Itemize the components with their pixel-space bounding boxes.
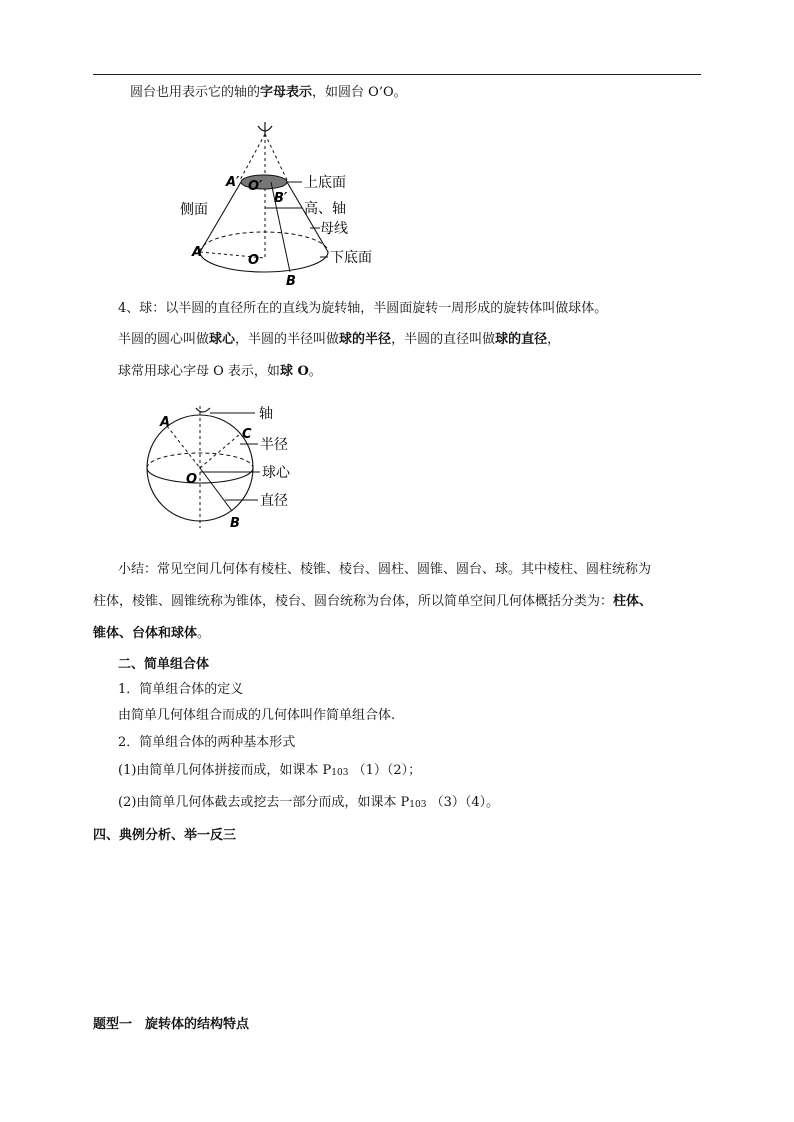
label-bottom-base: 下底面	[330, 250, 372, 266]
sphere-diagram	[140, 398, 310, 534]
diameter-upper	[167, 426, 200, 468]
summary-line-3: 锥体、台体和球体。	[93, 626, 211, 641]
side-line-right	[287, 182, 328, 252]
label-top-base: 上底面	[304, 175, 346, 191]
label-center: 球心	[262, 465, 290, 481]
paragraph-frustum-notation: 圆台也用表示它的轴的字母表示，如圆台 O’O。	[130, 85, 407, 100]
label-side: 侧面	[180, 202, 208, 218]
label-generatrix: 母线	[320, 221, 348, 237]
radius-line	[200, 434, 240, 468]
label-o: O	[186, 472, 198, 487]
bottom-base-back	[200, 232, 328, 252]
bottom-base-front	[200, 252, 328, 272]
summary-line-1: 小结：常见空间几何体有棱柱、棱锥、棱台、圆柱、圆锥、圆台、球。其中棱柱、圆柱统称为	[118, 562, 652, 577]
diameter-lower	[200, 468, 232, 511]
label-o: O	[248, 253, 260, 268]
item-2-heading: 2．简单组合体的两种基本形式	[118, 735, 296, 750]
paragraph-sphere-notation: 球常用球心字母 O 表示，如球 O。	[118, 364, 322, 379]
section-heading-4: 四、典例分析、举一反三	[93, 828, 237, 843]
label-height-axis: 高、轴	[304, 201, 346, 217]
label-diameter: 直径	[260, 493, 288, 509]
form-2: (2)由简单几何体截去或挖去一部分而成，如课本 $P_{103}$ （3）（4）。	[118, 795, 500, 810]
header-rule	[93, 74, 701, 75]
item-1-text: 由简单几何体组合而成的几何体叫作简单组合体.	[118, 708, 396, 723]
label-o-prime: O′	[248, 179, 263, 194]
paragraph-sphere-terms: 半圆的圆心叫做球心，半圆的半径叫做球的半径，半圆的直径叫做球的直径，	[118, 332, 561, 347]
label-axis: 轴	[259, 406, 273, 422]
item-1-heading: 1．简单组合体的定义	[118, 682, 244, 697]
label-b-prime: B′	[274, 191, 288, 206]
label-a: A	[192, 245, 203, 260]
form-1: (1)由简单几何体拼接而成，如课本 $P_{103}$ （1）（2）；	[118, 763, 422, 778]
label-a: A	[160, 415, 171, 430]
summary-line-2: 柱体，棱锥、圆锥统称为锥体，棱台、圆台统称为台体，所以简单空间几何体概括分类为：柱体、	[93, 594, 653, 609]
label-b: B	[286, 274, 296, 289]
rotation-arrow-icon	[196, 408, 210, 412]
label-a-prime: A′	[226, 175, 240, 190]
apex-line-left	[240, 134, 265, 180]
label-b: B	[230, 516, 240, 531]
type-heading-1: 题型一 旋转体的结构特点	[93, 1017, 250, 1032]
label-radius: 半径	[260, 437, 288, 453]
paragraph-sphere-definition: 4、球：以半圆的直径所在的直线为旋转轴，半圆面旋转一周形成的旋转体叫做球体。	[118, 301, 608, 316]
section-heading-2: 二、简单组合体	[118, 657, 210, 672]
apex-line-right	[265, 134, 287, 180]
frustum-diagram	[170, 118, 400, 290]
label-c: C	[242, 427, 252, 442]
